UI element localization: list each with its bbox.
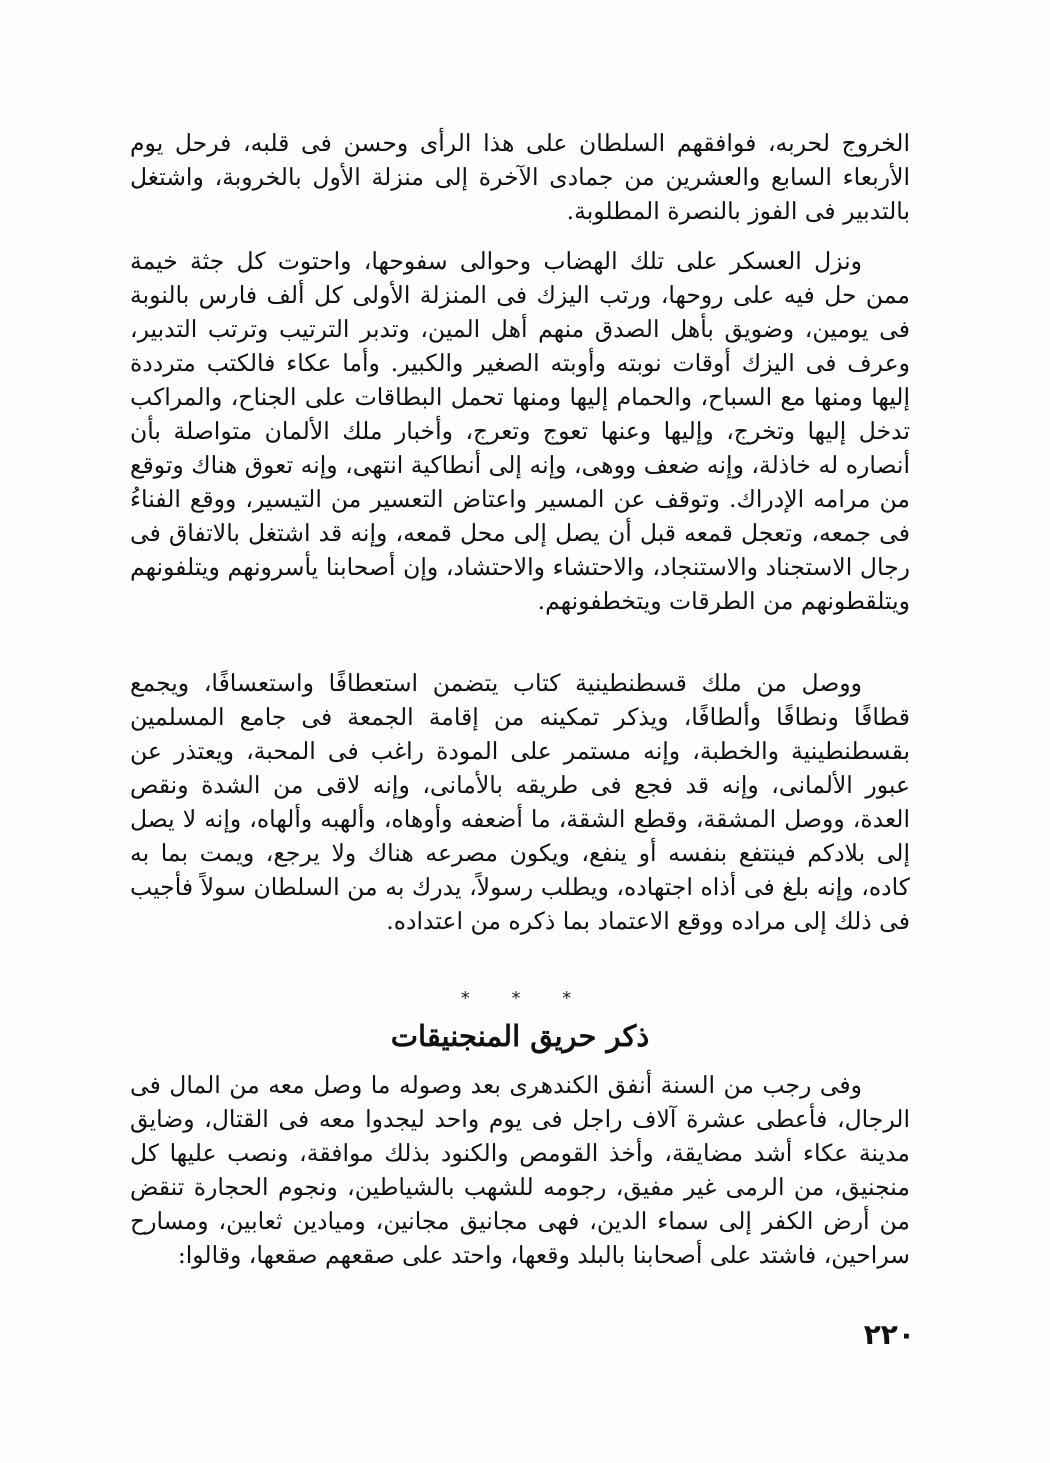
section-heading: ذكر حريق المنجنيقات [390,1019,650,1053]
page-number: ٢٢٠ [863,1318,915,1351]
paragraph-2 [130,244,910,618]
paragraph-3-text: ووصل من ملك قسطنطينية كتاب يتضمن استعطافًا واستعسافًا، ويجمع قطافًا ونطافًا وألطافًا، ويذكر تمكينه من إقامة الجمعة فى جامع المسلمين بقسطنطينية والخطبة، وإنه مستمر على المودة راغب فى المحبة، ويعتذر عن عبور الألمانى، وإنه قد فجع فى طريقه بالأمانى، وإنه لاقى من الشدة ونقص العدة، ووصل المشقة، وقطع الشقة، ما أضعفه وأوهاه، وألهبه وألهاه، وإنه لا يصل إلى بلادكم فينتفع بنفسه أو ينفع، ويكون مصرعه هناك ولا يرجع، ويمت بما به كاده، وإنه بلغ فى أذاه اجتهاده، ويطلب رسولاً، يدرك به من السلطان سولاً فأجيب فى ذلك إلى مراده ووقع الاعتماد بما ذكره من اعتداده. [130,669,910,935]
section-paragraph [130,1068,910,1272]
paragraph-1-text: الخروج لحربه، فوافقهم السلطان على هذا الرأى وحسن فى قلبه، فرحل يوم الأربعاء السابع والعشرين من جمادى الآخرة إلى منزلة الأول بالخروبة، واشتغل بالتدبير فى الفوز بالنصرة المطلوبة. [130,129,910,225]
section-separator: * * * [460,988,590,1009]
paragraph-2-text: ونزل العسكر على تلك الهضاب وحوالى سفوحها، واحتوت كل جثة خيمة ممن حل فيه على روحها، ورتب اليزك فى المنزلة الأولى كل ألف فارس بالنوبة فى يومين، وضويق بأهل الصدق منهم أهل المين، وتدبر الترتيب وترتب التدبير، وعرف فى اليزك أوقات نوبته وأوبته الصغير والكبير. وأما عكاء فالكتب مترددة إليها ومنها مع السباح، والحمام إليها ومنها تحمل البطاقات على الجناح، والمراكب تدخل إليها وتخرج، وإليها وعنها تعوج وتعرج، وأخبار ملك الألمان متواصلة بأن أنصاره له خاذلة، وإنه ضعف ووهى، وإنه إلى أنطاكية انتهى، وإنه تعوق هناك وتوقع من مرامه الإدراك. وتوقف عن المسير واعتاض التعسير من التيسير، ووقع الفناءُ فى جمعه، وتعجل قمعه قبل أن يصل إلى محل قمعه، وإنه قد اشتغل بالاتفاق فى رجال الاستجناد والاستنجاد، والاحتشاء والاحتشاد، وإن أصحابنا يأسرونهم ويتلفونهم ويتلقطونهم من الطرقات ويتخطفونهم. [130,247,910,615]
paragraph-1 [130,126,910,228]
paragraph-3 [130,666,910,938]
section-paragraph-text: وفى رجب من السنة أنفق الكندهرى بعد وصوله ما وصل معه من المال فى الرجال، فأعطى عشرة آلاف راجل فى يوم واحد ليجدوا معه فى القتال، وضايق مدينة عكاء أشد مضايقة، وأخذ القومص والكنود بذلك موافقة، ونصب عليها كل منجنيق، من الرمى غير مفيق، رجومه للشهب بالشياطين، ونجوم الحجارة تنقض من أرض الكفر إلى سماء الدين، فهى مجانيق مجانين، وميادين ثعابين، ومسارح سراحين، فاشتد على أصحابنا بالبلد وقعها، واحتد على صقعهم صقعها، وقالوا: [130,1071,910,1269]
